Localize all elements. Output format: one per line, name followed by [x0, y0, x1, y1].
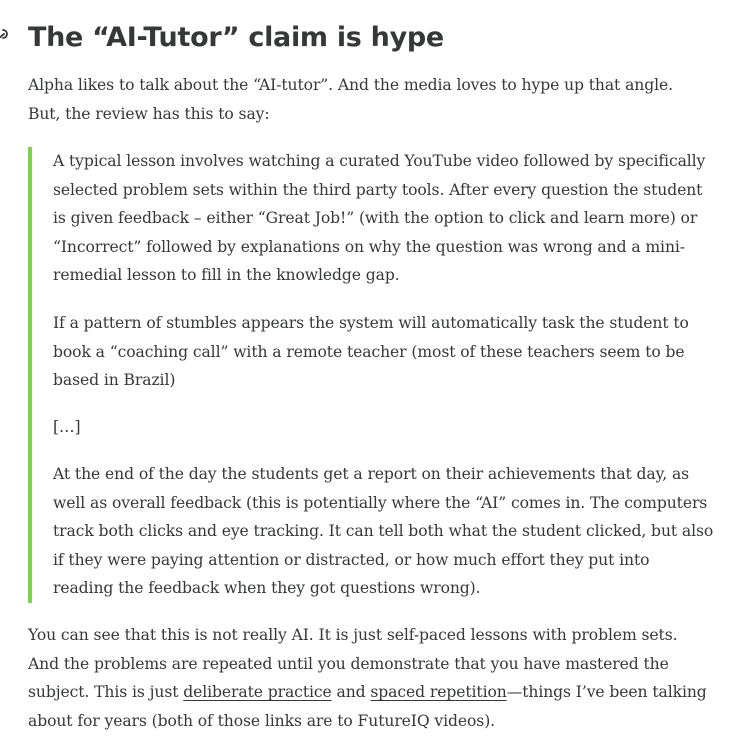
- quote-line: well as overall feedback (this is potentially where the “AI” comes in. The computers: [53, 493, 708, 512]
- spaced-repetition-link[interactable]: spaced repetition: [370, 683, 507, 701]
- quote-line: remedial lesson to fill in the knowledge gap.: [53, 266, 400, 284]
- quote-line: selected problem sets within the third party tools. After every question the student: [53, 180, 703, 199]
- quote-paragraph-lesson: [53, 147, 733, 290]
- quote-ellipsis: […]: [53, 418, 81, 436]
- outro-line: And the problems are repeated until you demonstrate that you have mastered the: [28, 654, 669, 673]
- intro-line: But, the review has this to say:: [28, 104, 270, 123]
- quote-line: A typical lesson involves watching a curated YouTube video followed by specifically: [53, 152, 706, 170]
- quote-line: is given feedback – either “Great Job!” (with the option to click and learn more) or: [53, 209, 698, 227]
- outro-text: and: [331, 683, 371, 701]
- link-icon[interactable]: [0, 26, 8, 48]
- quote-paragraph-report: [53, 460, 733, 603]
- intro-paragraph: [28, 71, 728, 128]
- quote-line: reading the feedback when they got questions wrong).: [53, 579, 481, 597]
- quote-line: “Incorrect” followed by explanations on why the question was wrong and a mini-: [53, 237, 685, 256]
- quote-line: track both clicks and eye tracking. It can tell both what the student clicked, but also: [53, 522, 714, 540]
- quote-line: based in Brazil): [53, 371, 176, 389]
- outro-line: about for years (both of those links are to FutureIQ videos).: [28, 711, 496, 730]
- outro-text: subject. This is just: [28, 683, 184, 701]
- quote-line: If a pattern of stumbles appears the system will automatically task the student to: [53, 314, 689, 332]
- section-heading: The “AI-Tutor” claim is hype: [28, 22, 444, 53]
- quote-paragraph-coaching: [53, 309, 733, 395]
- quote-line: if they were paying attention or distracted, or how much effort they put into: [53, 550, 650, 569]
- intro-line: Alpha likes to talk about the “AI-tutor”. And the media loves to hype up that angle.: [28, 76, 673, 94]
- outro-paragraph: [28, 621, 728, 735]
- quote-line: book a “coaching call” with a remote teacher (most of these teachers seem to be: [53, 342, 685, 361]
- deliberate-practice-link[interactable]: deliberate practice: [183, 683, 332, 701]
- review-blockquote: [28, 147, 728, 603]
- quote-line: At the end of the day the students get a report on their achievements that day, as: [53, 465, 690, 483]
- outro-line: You can see that this is not really AI. It is just self-paced lessons with problem sets.: [28, 626, 678, 644]
- outro-text: —things I’ve been talking: [506, 683, 707, 701]
